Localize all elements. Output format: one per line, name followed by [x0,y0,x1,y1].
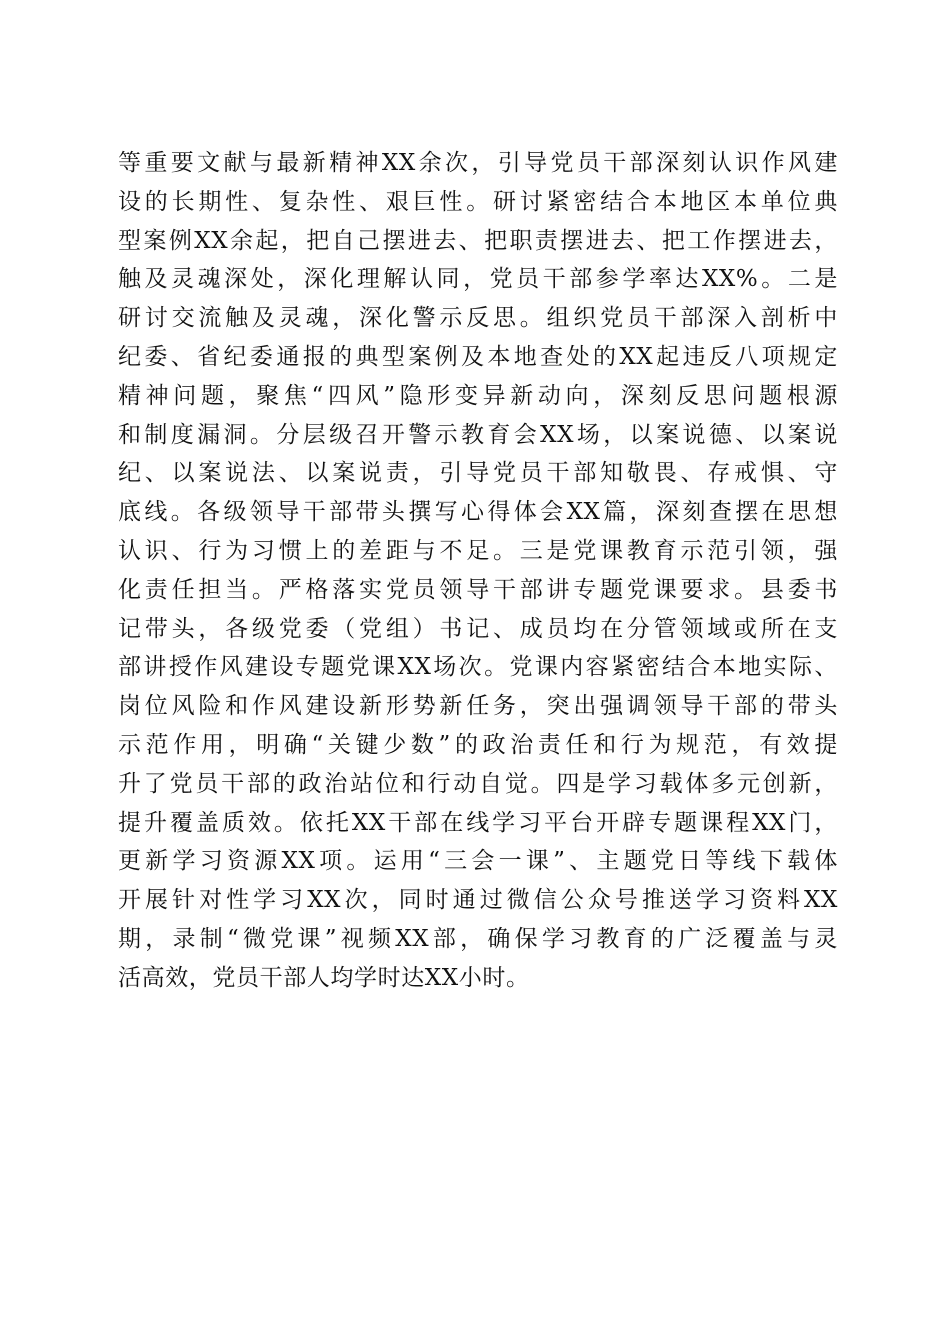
text-line: 岗位风险和作风建设新形势新任务，突出强调领导干部的带头 [118,693,838,720]
text-line: 活高效，党员干部人均学时达XX小时。 [118,964,530,991]
text-line: 等重要文献与最新精神XX余次，引导党员干部深刻认识作风建 [118,150,838,176]
text-line: 精神问题，聚焦“四风”隐形变异新动向，深刻反思问题根源 [118,382,838,409]
text-line: 更新学习资源XX项。运用“三会一课”、主题党日等线下载体 [118,848,838,875]
text-line: 期，录制“微党课”视频XX部，确保学习教育的广泛覆盖与灵 [118,925,838,952]
text-line: 触及灵魂深处，深化理解认同，党员干部参学率达XX%。二是 [118,266,838,293]
body-paragraph [118,144,838,998]
text-line: 提升覆盖质效。依托XX干部在线学习平台开辟专题课程XX门， [118,809,838,836]
text-line: 型案例XX余起，把自己摆进去、把职责摆进去、把工作摆进去， [118,227,838,254]
text-line: 和制度漏洞。分层级召开警示教育会XX场，以案说德、以案说 [118,421,838,448]
text-line: 化责任担当。严格落实党员领导干部讲专题党课要求。县委书 [118,576,838,603]
text-line: 研讨交流触及灵魂，深化警示反思。组织党员干部深入剖析中 [118,305,838,332]
text-line: 纪委、省纪委通报的典型案例及本地查处的XX起违反八项规定 [118,343,838,370]
text-line: 示范作用，明确“关键少数”的政治责任和行为规范，有效提 [118,731,838,758]
text-line: 开展针对性学习XX次，同时通过微信公众号推送学习资料XX [118,887,838,914]
text-line: 记带头，各级党委（党组）书记、成员均在分管领域或所在支 [118,615,838,642]
text-line: 认识、行为习惯上的差距与不足。三是党课教育示范引领，强 [118,537,838,564]
text-line: 升了党员干部的政治站位和行动自觉。四是学习载体多元创新， [118,770,838,797]
text-line: 纪、以案说法、以案说责，引导党员干部知敬畏、存戒惧、守 [118,460,838,487]
text-line: 部讲授作风建设专题党课XX场次。党课内容紧密结合本地实际、 [118,654,838,681]
text-line: 设的长期性、复杂性、艰巨性。研讨紧密结合本地区本单位典 [118,188,838,215]
text-line: 底线。各级领导干部带头撰写心得体会XX篇，深刻查摆在思想 [118,499,838,526]
